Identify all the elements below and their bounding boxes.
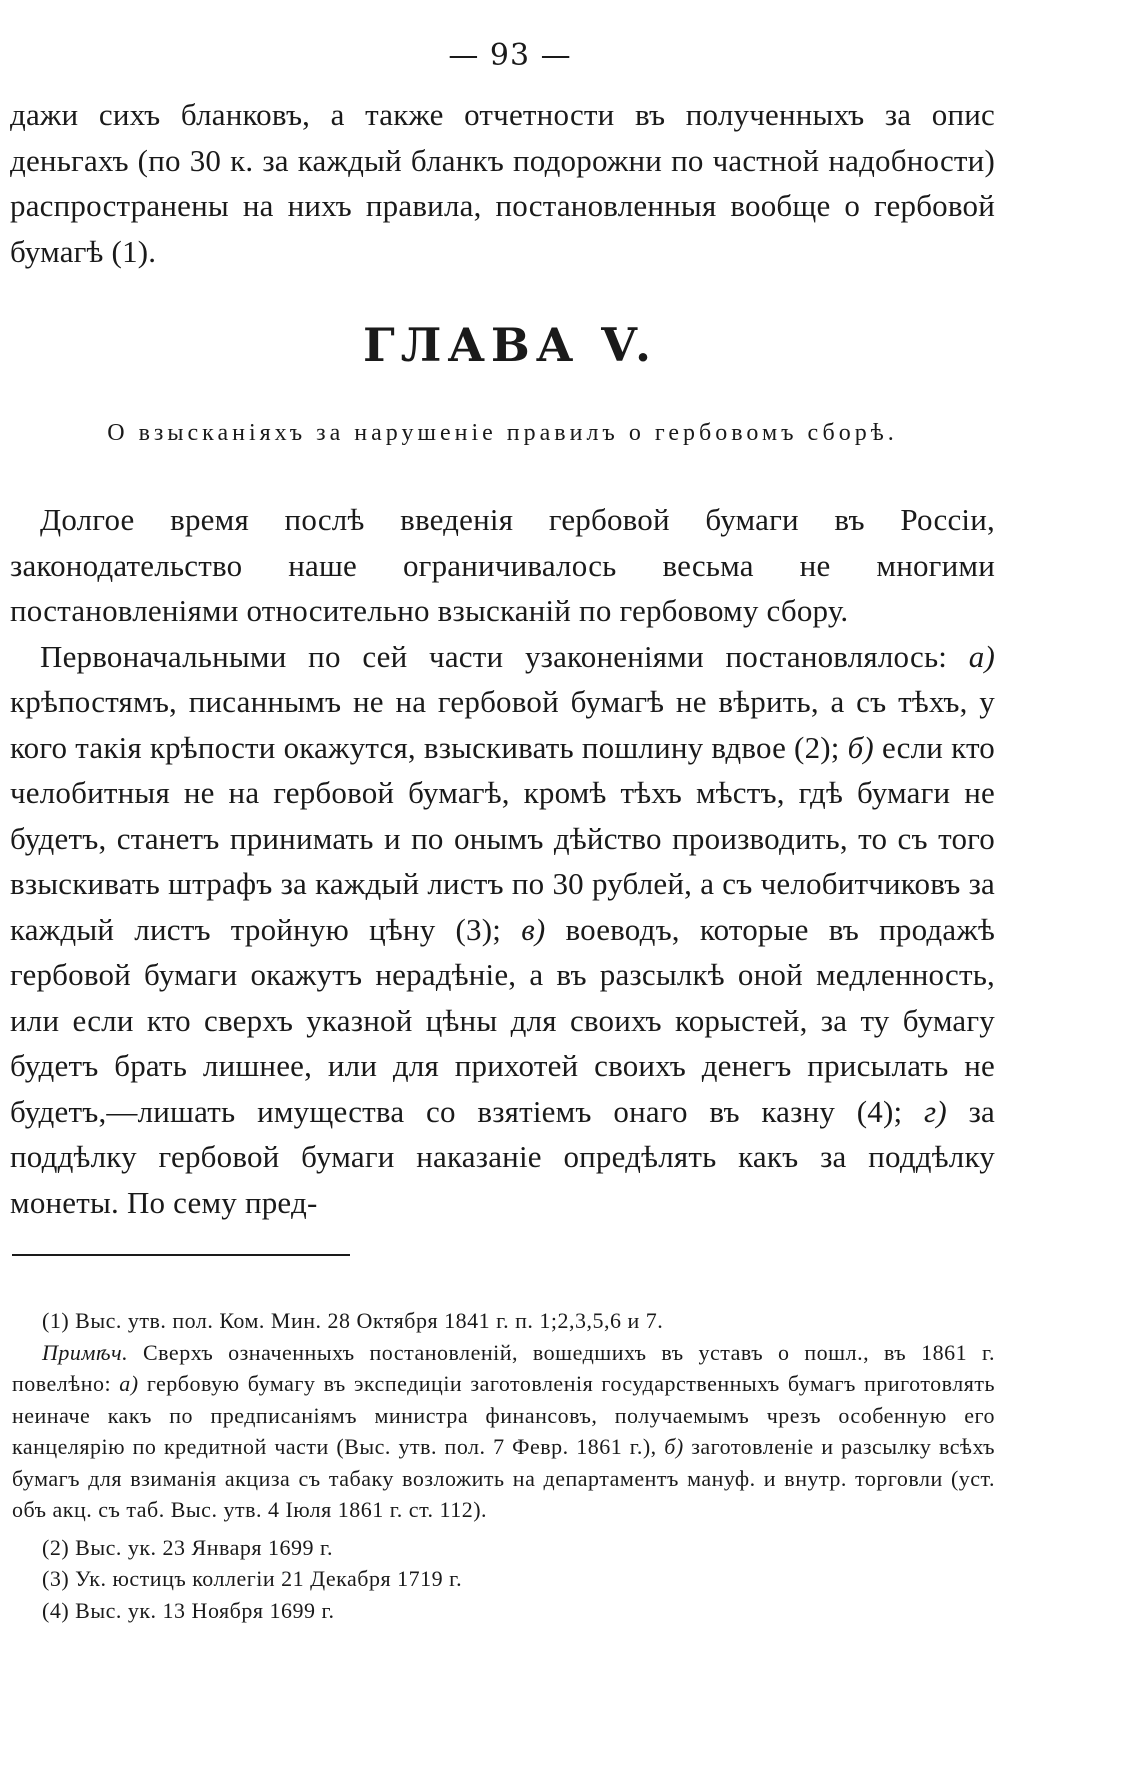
paragraph-2-text: если кто челобитныя не на гербовой бумагѣ, кромѣ тѣхъ мѣстъ, гдѣ бумаги не будетъ, станетъ принимать и по онымъ дѣйство производить, то съ того взыскивать штрафъ за каждый листъ по 30 рублей, а съ челобитчиковъ за каждый листъ тройную цѣну (3);: [10, 729, 995, 947]
main-text: [10, 497, 995, 1225]
chapter-subtitle: О взысканіяхъ за нарушеніе правилъ о гербовомъ сборѣ.: [107, 420, 898, 446]
footnote-3: (3) Ук. юстицъ коллегіи 21 Декабря 1719 г.: [42, 1566, 463, 1591]
paragraph-2-text: крѣпостямъ, писаннымъ не на гербовой бумагѣ не вѣрить, а съ тѣхъ, у кого такія крѣпости окажутся, взыскивать пошлину вдвое (2);: [10, 684, 995, 765]
footnote-note: [12, 1337, 995, 1526]
note-text: Сверхъ означенныхъ постановленій, вошедшихъ въ уставъ о пошл., въ 1861 г. повелѣно:: [12, 1339, 995, 1396]
note-label: Примѣч.: [42, 1339, 129, 1365]
note-text: заготовленіе и разсылку всѣхъ бумагъ для взиманія акциза съ табаку возложить на департаментъ мануф. и внутр. торговли (уст. объ акц. съ таб. Выс. утв. 4 Іюля 1861 г. ст. 112).: [12, 1434, 995, 1522]
list-marker-v: в): [521, 911, 546, 947]
footnotes: [12, 1305, 995, 1626]
intro-paragraph: дажи сихъ бланковъ, а также отчетности въ полученныхъ за опис деньгахъ (по 30 к. за каждый бланкъ подорожни по частной надобности) распространены на нихъ правила, постановленныя вообще о гербовой бумагѣ (1).: [10, 97, 995, 269]
footnote-2: (2) Выс. ук. 23 Января 1699 г.: [42, 1534, 334, 1560]
paragraph-2-text: за поддѣлку гербовой бумаги наказаніе опредѣлять какъ за поддѣлку монеты. По сему пред-: [10, 1093, 995, 1220]
list-marker-a: а): [968, 638, 995, 674]
footnote-divider: [12, 1254, 350, 1256]
footnote-1: (1) Выс. утв. пол. Ком. Мин. 28 Октября 1841 г. п. 1;2,3,5,6 и 7.: [42, 1308, 664, 1333]
note-marker-a: а): [119, 1371, 139, 1396]
paragraph-1: Долгое время послѣ введенія гербовой бумаги въ Россіи, законодательство наше ограничивалось весьма не многими постановленіями относительно взысканій по гербовому сбору.: [10, 502, 995, 628]
list-marker-g: г): [924, 1093, 947, 1129]
paragraph-2: [10, 634, 995, 1226]
chapter-heading: ГЛАВА V.: [363, 318, 657, 372]
paragraph-2-text: Первоначальными по сей части узаконеніями постановлялось:: [40, 638, 969, 674]
paragraph-2-text: воеводъ, которые въ продажѣ гербовой бумаги окажутъ нерадѣніе, а въ разсылкѣ оной медленность, или если кто сверхъ указной цѣны для своихъ корыстей, за ту бумагу будетъ брать лишнее, или для прихотей своихъ денегъ присылать не будетъ,—лишать имущества со взятіемъ онаго въ казну (4);: [10, 911, 995, 1129]
page-number: — 93 —: [448, 38, 572, 73]
note-text: гербовую бумагу въ экспедиціи заготовленія государственныхъ бумагъ приготовлять неиначе какъ по предписаніямъ министра финансовъ, получаемымъ чрезъ особенную его канцелярію по кредитной части (Выс. утв. пол. 7 Февр. 1861 г.),: [12, 1371, 995, 1459]
list-marker-b: б): [847, 729, 874, 765]
note-marker-b: б): [664, 1434, 684, 1459]
footnote-4: (4) Выс. ук. 13 Ноября 1699 г.: [42, 1597, 335, 1623]
intro-continuation: [10, 92, 995, 274]
